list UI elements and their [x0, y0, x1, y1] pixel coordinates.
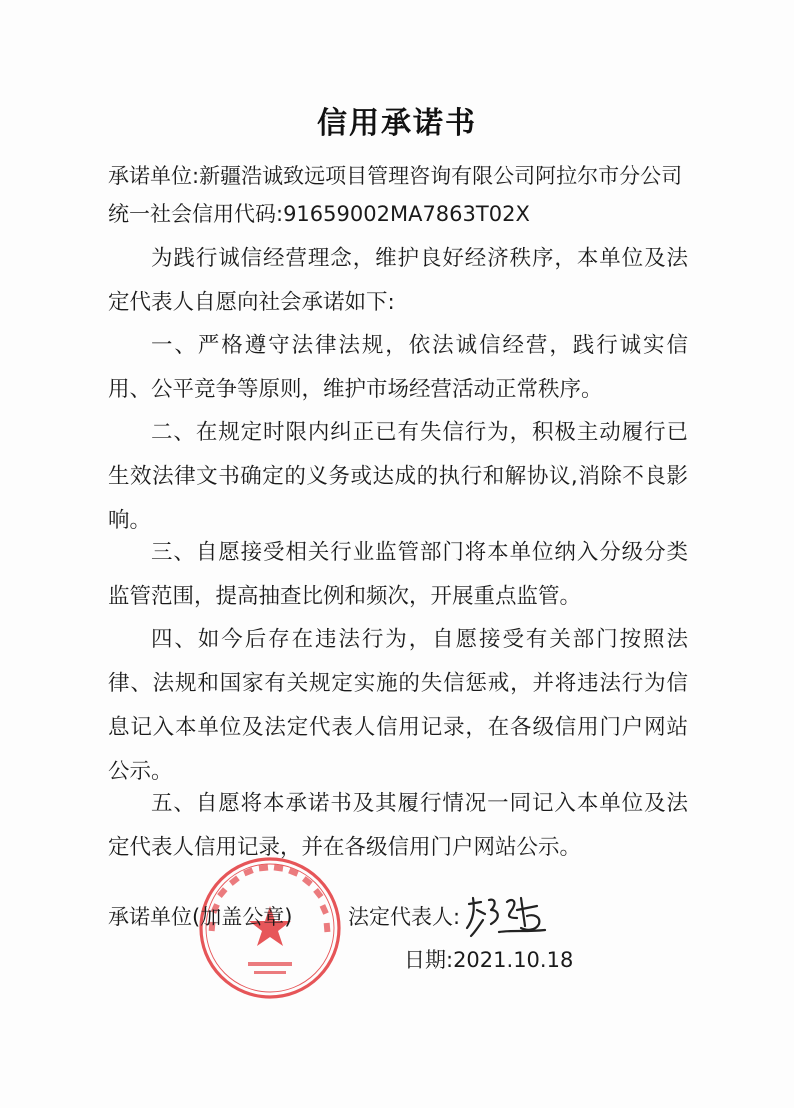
credit-code-line: 统一社会信用代码:91659002MA7863T02X	[108, 202, 530, 226]
paragraph-item-1: 一、严格遵守法律法规，依法诚信经营，践行诚实信用、公平竞争等原则，维护市场经营活动正常秩序。	[108, 333, 688, 402]
commitment-unit-line: 承诺单位:新疆浩诚致远项目管理咨询有限公司阿拉尔市分公司	[108, 164, 683, 188]
page-title: 信用承诺书	[317, 106, 477, 141]
date-line: 日期:2021.10.18	[404, 948, 574, 972]
paragraph-item-2: 二、在规定时限内纠正已有失信行为，积极主动履行已生效法律文书确定的义务或达成的执行和解协议,消除不良影响。	[108, 420, 688, 533]
handwritten-signature-icon	[455, 880, 555, 950]
paragraph-item-3: 三、自愿接受相关行业监管部门将本单位纳入分级分类监管范围，提高抽查比例和频次，开展重点监管。	[108, 540, 688, 609]
representative-label: 法定代表人:	[348, 905, 461, 929]
paragraph-intro: 为践行诚信经营理念，维护良好经济秩序，本单位及法定代表人自愿向社会承诺如下:	[108, 246, 688, 315]
stamp-label: 承诺单位(加盖公章)	[108, 905, 293, 929]
paragraph-item-5: 五、自愿将本承诺书及其履行情况一同记入本单位及法定代表人信用记录，并在各级信用门户网站公示。	[108, 791, 688, 860]
paragraph-item-4: 四、如今后存在违法行为，自愿接受有关部门按照法律、法规和国家有关规定实施的失信惩戒，并将违法行为信息记入本单位及法定代表人信用记录，在各级信用门户网站公示。	[108, 627, 688, 784]
